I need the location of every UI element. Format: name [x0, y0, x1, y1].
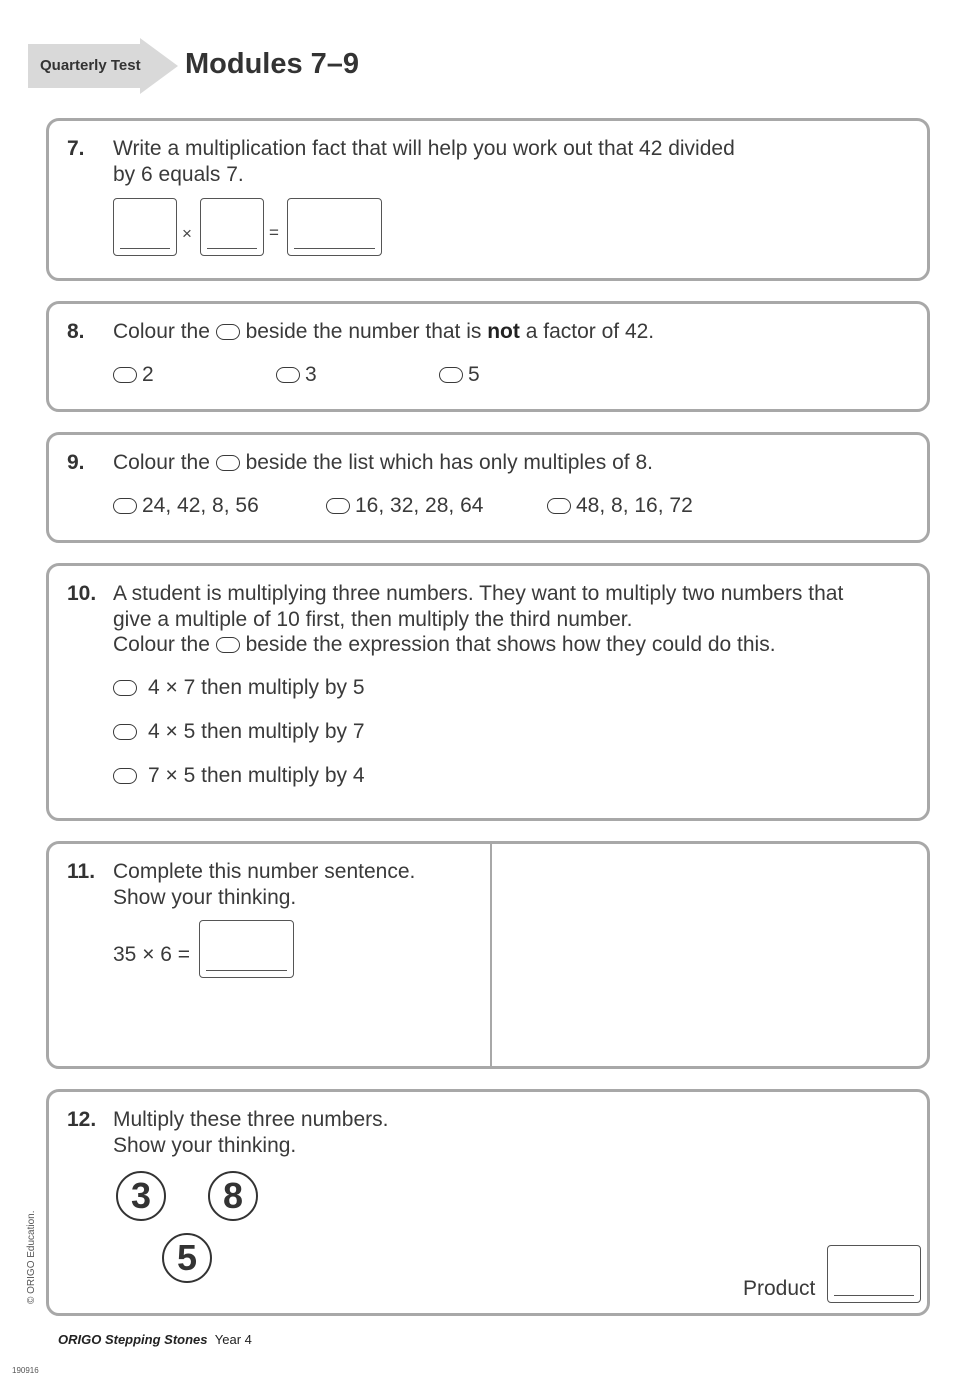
text-part: beside the number that is — [245, 320, 482, 343]
question-text-line: Show your thinking. — [113, 1133, 297, 1157]
option-bubble[interactable] — [113, 680, 137, 696]
question-8 — [46, 301, 930, 412]
bubble-icon — [216, 324, 240, 340]
option-list-a[interactable] — [113, 494, 259, 518]
factor-input-2[interactable] — [200, 198, 264, 256]
factor-input-1[interactable] — [113, 198, 177, 256]
section-tag-label: Quarterly Test — [40, 57, 141, 74]
section-tag — [28, 38, 178, 94]
option-label: 5 — [468, 363, 480, 386]
number-circle: 8 — [208, 1171, 258, 1221]
product-input[interactable] — [827, 1245, 921, 1303]
option-label: 4 × 5 then multiply by 7 — [148, 720, 365, 743]
question-7 — [46, 118, 930, 281]
option-bubble[interactable] — [113, 498, 137, 514]
option-bubble[interactable] — [276, 367, 300, 383]
text-part: beside the list which has only multiples of 8. — [245, 451, 653, 474]
number-sentence: 35 × 6 = — [113, 943, 191, 966]
question-10 — [46, 563, 930, 821]
text-part: a factor of 42. — [525, 320, 655, 343]
emphasis-not: not — [487, 320, 520, 343]
question-number: 9. — [67, 451, 85, 474]
option-label: 48, 8, 16, 72 — [576, 494, 693, 517]
question-text — [113, 1107, 388, 1158]
question-11 — [46, 841, 930, 1069]
answer-input[interactable] — [199, 920, 294, 978]
footer-year: Year 4 — [214, 1332, 252, 1347]
number-circle: 5 — [162, 1233, 212, 1283]
text-part: Colour the — [113, 320, 210, 343]
option-3[interactable] — [276, 363, 317, 387]
question-text-line: Multiply these three numbers. — [113, 1108, 389, 1131]
option-bubble[interactable] — [113, 768, 137, 784]
option-expression-a[interactable] — [113, 676, 365, 700]
question-text-line: Complete this number sentence. — [113, 860, 416, 883]
question-text-line: Show your thinking. — [113, 885, 297, 909]
copyright-notice: © ORIGO Education. — [26, 1210, 37, 1304]
option-label: 24, 42, 8, 56 — [142, 494, 259, 517]
text-part: beside the expression that shows how they could do this. — [245, 633, 776, 656]
footer — [58, 1332, 252, 1347]
equals-sign: = — [269, 223, 279, 242]
working-area[interactable] — [492, 844, 927, 1066]
footer-brand: ORIGO Stepping Stones — [58, 1332, 208, 1347]
option-5[interactable] — [439, 363, 480, 387]
question-text — [113, 136, 735, 187]
bubble-icon — [216, 455, 240, 471]
question-number: 8. — [67, 320, 85, 343]
question-text-line: A student is multiplying three numbers. They want to multiply two numbers that — [113, 582, 844, 605]
product-label: Product — [743, 1277, 816, 1300]
option-label: 3 — [305, 363, 317, 386]
question-text — [113, 319, 654, 345]
question-number: 10. — [67, 582, 97, 605]
times-sign: × — [182, 224, 192, 243]
question-number: 11. — [67, 860, 96, 883]
question-12 — [46, 1089, 930, 1316]
question-text — [113, 859, 415, 910]
question-text-line: by 6 equals 7. — [113, 162, 244, 186]
option-expression-c[interactable] — [113, 764, 365, 788]
question-text-line — [113, 632, 843, 658]
option-list-b[interactable] — [326, 494, 483, 518]
product-input[interactable] — [287, 198, 382, 256]
option-list-c[interactable] — [547, 494, 693, 518]
option-label: 4 × 7 then multiply by 5 — [148, 676, 365, 699]
text-part: Colour the — [113, 633, 210, 656]
question-number: 12. — [67, 1108, 97, 1131]
option-bubble[interactable] — [326, 498, 350, 514]
bubble-icon — [216, 637, 240, 653]
text-part: Colour the — [113, 451, 210, 474]
question-9 — [46, 432, 930, 543]
document-code: 190916 — [12, 1366, 39, 1375]
option-bubble[interactable] — [113, 724, 137, 740]
option-bubble[interactable] — [113, 367, 137, 383]
option-bubble[interactable] — [439, 367, 463, 383]
question-number: 7. — [67, 137, 85, 160]
option-label: 2 — [142, 363, 154, 386]
question-text-line: give a multiple of 10 first, then multiply the third number. — [113, 607, 633, 631]
option-label: 16, 32, 28, 64 — [355, 494, 484, 517]
page-title: Modules 7–9 — [185, 48, 360, 80]
number-circle: 3 — [116, 1171, 166, 1221]
question-text — [113, 450, 653, 476]
option-label: 7 × 5 then multiply by 4 — [148, 764, 365, 787]
question-text-line: Write a multiplication fact that will help you work out that 42 divided — [113, 137, 735, 160]
option-bubble[interactable] — [547, 498, 571, 514]
option-expression-b[interactable] — [113, 720, 365, 744]
option-2[interactable] — [113, 363, 154, 387]
question-text — [113, 581, 843, 658]
